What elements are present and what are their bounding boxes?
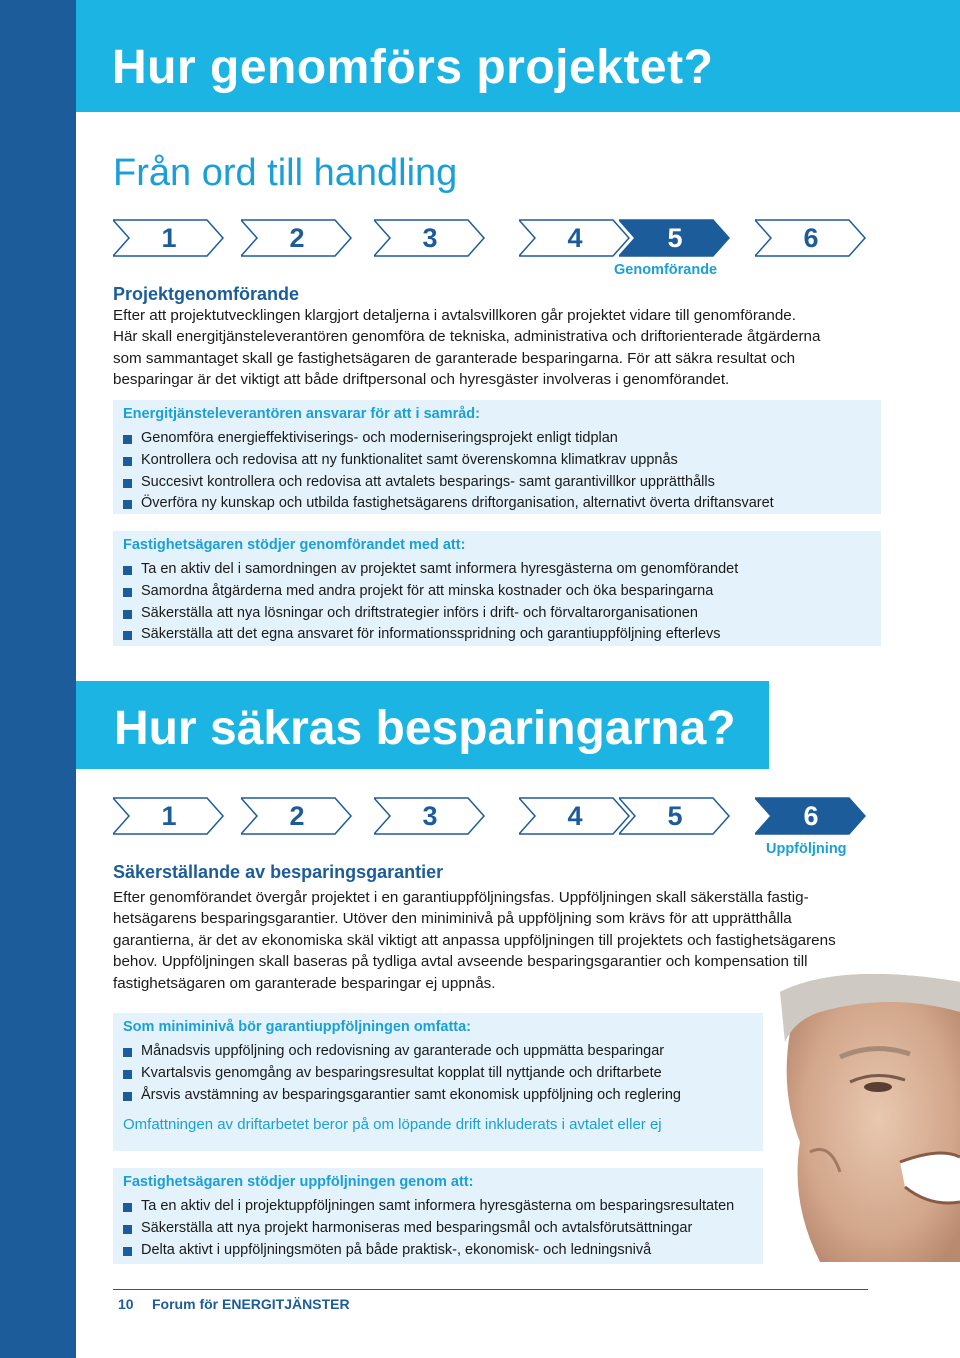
step-number: 5 (667, 801, 683, 831)
square-bullet-icon (123, 500, 132, 509)
step-2 (241, 216, 353, 260)
active-step-label: Uppföljning (766, 841, 847, 857)
page-title: Hur genomförs projektet? (112, 41, 714, 94)
step-number: 2 (289, 223, 305, 253)
square-bullet-icon (123, 1247, 132, 1256)
box-title: Energitjänsteleverantören ansvarar för att i samråd: (123, 406, 480, 422)
active-step-label: Genomförande (614, 262, 718, 278)
info-box-leverantor (113, 400, 881, 514)
list-item: Delta aktivt i uppföljningsmöten på både praktisk-, ekonomisk- och ledningsnivå (123, 1240, 753, 1262)
square-bullet-icon (123, 566, 132, 575)
step-1 (113, 794, 225, 838)
paragraph-line: garantierna, är det av ekonomiska skäl viktigt att anpassa uppföljningen till projektets och fastighetsägarens (113, 931, 836, 949)
square-bullet-icon (123, 479, 132, 488)
list-item: Kvartalsvis genomgång av besparingsresultat kopplat till nyttjande och driftarbete (123, 1063, 753, 1085)
bullet-list (123, 428, 871, 515)
step-3 (374, 794, 486, 838)
square-bullet-icon (123, 1203, 132, 1212)
step-number: 5 (667, 223, 683, 253)
square-bullet-icon (123, 435, 132, 444)
list-item: Succesivt kontrollera och redovisa att avtalets besparings- samt garantivillkor upprätthålls (123, 472, 871, 494)
section-paragraph (113, 887, 883, 994)
bullet-list (123, 1196, 753, 1261)
step-5 (619, 216, 731, 260)
section-title-besparingsgarantier: Säkerställande av besparingsgarantier (113, 862, 444, 882)
step-6 (755, 216, 867, 260)
section-heading: Hur säkras besparingarna? (114, 702, 736, 755)
paragraph-line: som sammantaget skall ge fastighetsägaren de garanterade besparingarna. För att säkra resultat och (113, 349, 796, 367)
square-bullet-icon (123, 588, 132, 597)
box-note: Omfattningen av driftarbetet beror på om löpande drift inkluderats i avtalet eller ej (123, 1116, 662, 1134)
list-item: Kontrollera och redovisa att ny funktionalitet samt överenskomna klimatkrav uppnås (123, 450, 871, 472)
box-title: Som miniminivå bör garantiuppföljningen omfatta: (123, 1019, 472, 1035)
step-number: 3 (422, 223, 438, 253)
list-item: Ta en aktiv del i projektuppföljningen samt informera hyresgästerna om besparingsresultaten (123, 1196, 753, 1218)
step-number: 2 (289, 801, 305, 831)
paragraph-line: besparingar är det viktigt att både driftpersonal och hyresgäster involveras i genomförandet. (113, 371, 730, 389)
list-item: Säkerställa att det egna ansvaret för informationsspridning och garantiuppföljning efterlevs (123, 624, 871, 646)
step-number: 6 (803, 223, 819, 253)
paragraph-line: Efter att projektutvecklingen klargjort detaljerna i avtalsvillkoren går projektet vidare till genomförande. (113, 307, 796, 324)
step-number: 4 (567, 801, 583, 831)
step-row-bottom (113, 794, 873, 838)
info-box-uppfoljning (113, 1168, 763, 1264)
bullet-list (123, 1041, 753, 1106)
side-bar (0, 0, 76, 1358)
square-bullet-icon (123, 1092, 132, 1101)
step-number: 6 (803, 801, 819, 831)
header-banner (76, 0, 960, 112)
box-title: Fastighetsägaren stödjer uppföljningen genom att: (123, 1174, 474, 1190)
bullet-list (123, 559, 871, 646)
step-row-top (113, 216, 873, 260)
paragraph-line: fastighetsägaren om garanterade besparingar ej uppnås. (113, 974, 496, 992)
square-bullet-icon (123, 631, 132, 640)
subheading: Från ord till handling (113, 152, 458, 194)
step-number: 3 (422, 801, 438, 831)
step-1 (113, 216, 225, 260)
square-bullet-icon (123, 1070, 132, 1079)
list-item: Samordna åtgärderna med andra projekt för att minska kostnader och öka besparingarna (123, 581, 871, 603)
paragraph-line: Här skall energitjänsteleverantören genomföra de tekniska, administrativa och driftorienterade åtgärderna (113, 328, 821, 346)
step-5 (619, 794, 731, 838)
step-number: 4 (567, 223, 583, 253)
step-4 (519, 216, 631, 260)
section-banner (76, 681, 769, 769)
section-paragraph (113, 305, 883, 391)
footer-publication: Forum för ENERGITJÄNSTER (152, 1296, 350, 1312)
info-box-miniminiva (113, 1013, 763, 1151)
square-bullet-icon (123, 457, 132, 466)
list-item: Överföra ny kunskap och utbilda fastighetsägarens driftorganisation, alternativt överta driftansvaret (123, 493, 871, 515)
section-title-projektgenomforande: Projektgenomförande (113, 284, 300, 304)
step-number: 1 (161, 801, 177, 831)
list-item: Månadsvis uppföljning och redovisning av garanterade och uppmätta besparingar (123, 1041, 753, 1063)
paragraph-line: hetsägarens besparingsgarantier. Utöver den miniminivå på uppföljning som krävs för att upprätthålla (113, 910, 792, 928)
list-item: Ta en aktiv del i samordningen av projektet samt informera hyresgästerna om genomförandet (123, 559, 871, 581)
list-item: Årsvis avstämning av besparingsgarantier samt ekonomisk uppföljning och reglering (123, 1085, 753, 1107)
box-title: Fastighetsägaren stödjer genomförandet med att: (123, 537, 466, 553)
paragraph-line: behov. Uppföljningen skall baseras på tydliga avtal avseende besparingsgarantier och kompensation till (113, 953, 808, 971)
list-item: Säkerställa att nya lösningar och driftstrategier införs i drift- och förvaltarorganisationen (123, 603, 871, 625)
step-3 (374, 216, 486, 260)
step-6 (755, 794, 867, 838)
footer-divider (113, 1289, 868, 1290)
paragraph-line: Efter genomförandet övergår projektet i en garantiuppföljningsfas. Uppföljningen skall säkerställa fastig- (113, 889, 809, 906)
step-2 (241, 794, 353, 838)
square-bullet-icon (123, 1225, 132, 1234)
info-box-fastighetsagare (113, 531, 881, 646)
page-number: 10 (118, 1296, 134, 1312)
list-item: Säkerställa att nya projekt harmoniseras med besparingsmål och avtalsförutsättningar (123, 1218, 753, 1240)
step-number: 1 (161, 223, 177, 253)
smiling-man-photo (780, 972, 960, 1262)
square-bullet-icon (123, 610, 132, 619)
step-4 (519, 794, 631, 838)
square-bullet-icon (123, 1048, 132, 1057)
list-item: Genomföra energieffektiviserings- och moderniseringsprojekt enligt tidplan (123, 428, 871, 450)
